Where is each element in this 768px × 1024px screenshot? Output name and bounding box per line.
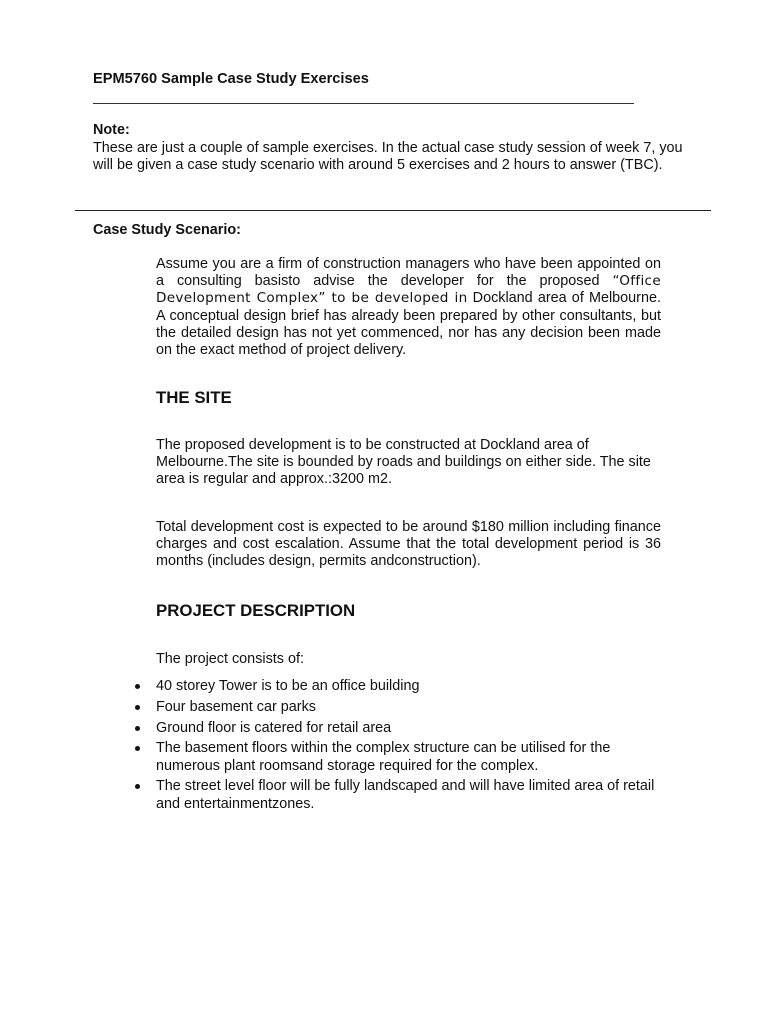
scenario-project-name: “Office Development Complex” to be developed in [156,273,661,307]
list-item-text: The basement floors within the complex structure can be utilised for the numerous plant roomsand storage required for the complex. [156,740,611,774]
project-items-list [135,678,675,816]
project-description-heading: PROJECT DESCRIPTION [156,601,356,620]
site-paragraph: The proposed development is to be constructed at Dockland area of Melbourne.The site is bounded by roads and buildings on either side. The site area is regular and approx.:3200 m2. [156,437,651,488]
list-item [135,699,675,716]
list-item-text: Ground floor is catered for retail area [156,719,392,736]
title-underline [93,103,634,104]
note-heading: Note: [93,122,130,138]
scenario-heading: Case Study Scenario: [93,222,241,238]
bullet-icon [135,726,140,731]
document-title: EPM5760 Sample Case Study Exercises [93,71,369,87]
bullet-icon [135,684,140,689]
bullet-icon [135,784,140,789]
cost-paragraph: Total development cost is expected to be around $180 million including finance charges and cost escalation. Assume that the total development period is 36 months (includes design, permits andconstruction). [156,519,661,570]
bullet-icon [135,705,140,710]
list-item-text: The street level floor will be fully landscaped and will have limited area of retail and entertainmentzones. [156,778,655,812]
scenario-text-start: Assume you are a firm of construction managers who have been appointed on a consulting basisto advise the developer for the proposed [156,256,661,290]
section-divider [75,210,711,211]
list-item [135,678,675,695]
list-item [135,778,675,812]
bullet-icon [135,746,140,751]
note-text: These are just a couple of sample exercises. In the actual case study session of week 7, you will be given a case study scenario with around 5 exercises and 2 hours to answer (TBC). [93,139,683,174]
list-item [135,720,675,737]
list-item-text: Four basement car parks [156,698,316,715]
scenario-paragraph [156,256,661,359]
list-item-text: 40 storey Tower is to be an office building [156,678,420,694]
list-item [135,740,675,774]
note-section [93,122,683,175]
site-heading: THE SITE [156,388,232,407]
scenario-text-end: Dockland area of Melbourne. A conceptual design brief has already been prepared by other consultants, but the detailed design has not yet commenced, nor has any decision been made on the exact method of project delivery. [156,290,661,359]
project-intro: The project consists of: [156,651,304,667]
